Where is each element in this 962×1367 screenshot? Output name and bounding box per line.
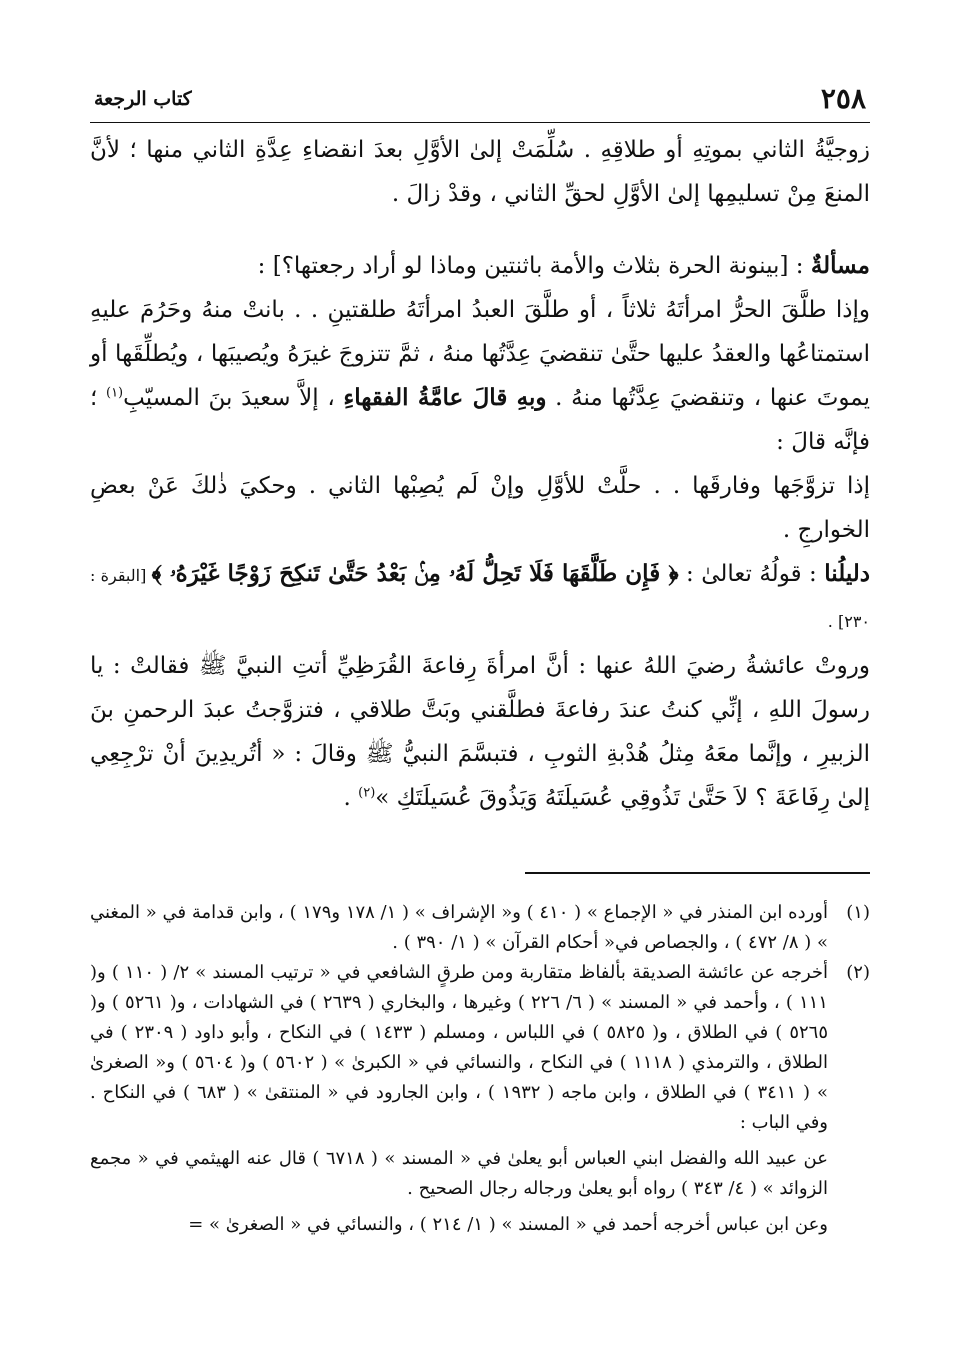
paragraph-text: . xyxy=(343,785,359,811)
paragraph xyxy=(90,644,870,820)
masala-title: : [بينونة الحرة بثلاث والأمة باثنتين وماذا لو أراد رجعتها؟] : xyxy=(257,253,811,279)
page-number: ٢٥٨ xyxy=(820,82,866,115)
footnote-subtext: وعن ابن عباس أخرجه أحمد في « المسند » ( ١/ ٢١٤ ) ، والنسائي في « الصغرىٰ » = xyxy=(188,1214,828,1235)
emphasis-text: وبهِ قالَ عامَّةُ الفقهاءِ xyxy=(343,384,547,411)
paragraph-text: وروتْ عائشةُ رضيَ اللهُ عنها : أنَّ امرأةَ رِفاعةَ القُرَظِيِّ أتتِ النبيَّ ﷺ فقالتْ : يا رسولَ اللهِ ، إنِّي كنتُ عندَ رفاعةَ فطلَّقني وبَتَّ طلاقي ، فتزوَّجتُ عبدَ الرحمنِ بنَ الزبيرِ ، وإنَّما معَهُ مِثلُ هُدْبةِ الثوبِ ، فتبسَّمَ النبيُّ ﷺ وقالَ : « أتُريدِينَ أنْ ترْجِعِي إلىٰ رِفَاعَةَ ؟ لاَ حَتَّىٰ تَذُوقِي عُسَيلَتَهُ وَيَذُوقَ عُسَيلَتَكِ » xyxy=(90,653,870,811)
masala-heading xyxy=(90,244,870,288)
paragraph xyxy=(90,288,870,464)
header-rule xyxy=(90,122,870,123)
paragraph: إذا تزوَّجَها وفارقَها . . حلَّتْ للأوَّلِ وإنْ لَم يُصِبْها الثاني . وحكيَ ذٰلكَ عَنْ بعضِ الخوارجِ . xyxy=(90,473,870,543)
footnote-ref-2[interactable]: (٢) xyxy=(358,785,376,801)
footnote-text: أورده ابن المنذر في « الإجماع » ( ٤١٠ ) و« الإشراف » ( ١/ ١٧٨ و١٧٩ ) ، وابن قدامة في « المغني » ( ٨/ ٤٧٢ ) ، والجصاص في« أحكام القرآن » ( ١/ ٣٩٠ ) . xyxy=(90,902,828,953)
footnote-number: (٢) xyxy=(846,962,870,983)
footnote-ref-1[interactable]: (١) xyxy=(105,385,124,401)
paragraph-text: : قولُهُ تعالىٰ : xyxy=(678,561,825,587)
dalil-label: دليلُنا xyxy=(824,560,871,587)
quran-reference: [البقرة : ٢٣٠] . xyxy=(90,566,870,631)
running-title: كتاب الرجعة xyxy=(94,88,192,110)
spacer xyxy=(90,216,870,244)
footnote-1 xyxy=(90,898,870,958)
paragraph-text: ، إلاَّ سعيدَ بنَ المسيّبِ xyxy=(123,385,344,411)
page-header xyxy=(90,82,870,120)
footnote-subtext: عن عبيد الله والفضل ابني العباس أبو يعلىٰ في « المسند » ( ٦٧١٨ ) قال عنه الهيثمي في « مجمع الزوائد » ( ٤/ ٣٤٣ ) رواه أبو يعلىٰ ورجاله رجال الصحيح . xyxy=(90,1148,828,1199)
footnote-rule xyxy=(525,872,870,874)
masala-label: مسألةٌ xyxy=(810,252,870,279)
footnote-text: أخرجه عن عائشة الصديقة بألفاظ متقاربة ومن طرقٍ الشافعي في « ترتيب المسند » ٢/ ( ١١٠ ) و( ١١١ ) ، وأحمد في « المسند » ( ٦/ ٢٢٦ ) وغيرها ، والبخاري ( ٢٦٣٩ ) في الشهادات ، و( ٥٢٦١ ) و( ٥٢٦٥ ) في الطلاق ، و( ٥٨٢٥ ) في اللباس ، ومسلم ( ١٤٣٣ ) في النكاح ، وأبو داود ( ٢٣٠٩ ) في الطلاق ، والترمذي ( ١١١٨ ) في النكاح ، والنسائي في « الكبرىٰ » ( ٥٦٠٢ ) و( ٥٦٠٤ ) و« الصغرىٰ » ( ٣٤١١ ) في الطلاق ، وابن ماجه ( ١٩٣٢ ) ، وابن الجارود في « المنتقىٰ » ( ٦٨٣ ) في النكاح . وفي الباب : xyxy=(90,962,829,1133)
paragraph-text: وإذا طلَّقَ الحرُّ امرأتَهُ ثلاثاً ، أو طلَّقَ العبدُ امرأتَهُ طلقتينِ . . بانتْ منهُ وحَرُمَ عليهِ استمتاعُها والعقدُ عليها حتَّىٰ تنقضيَ عِدَّتُها منهُ ، ثمَّ تتزوجَ غيرَهُ ويُصيبَها ، ويُطلِّقَها أو يموتَ عنها ، وتنقضيَ عِدَّتُها منهُ . xyxy=(90,297,870,411)
quran-verse: ﴿ فَإِن طَلَّقَهَا فَلَا تَحِلُّ لَهُۥ مِنۢ بَعْدُ حَتَّىٰ تَنكِحَ زَوْجًا غَيْرَهُۥ ﴾ xyxy=(151,560,679,587)
footnotes xyxy=(90,898,870,1240)
footnote-number: (١) xyxy=(846,902,870,923)
footnote-2 xyxy=(90,958,870,1240)
dalil-paragraph xyxy=(90,552,870,644)
paragraph: زوجيَّةُ الثاني بموتِهِ أو طلاقِهِ . سُلِّمَتْ إلىٰ الأوَّلِ بعدَ انقضاءِ عِدَّةِ الثاني منها ؛ لأنَّ المنعَ مِنْ تسليمِها إلىٰ الأوَّلِ لحقِّ الثاني ، وقدْ زالَ . xyxy=(90,137,870,207)
main-text xyxy=(90,128,870,820)
paragraph-text: ؛ فإنَّه قالَ : xyxy=(90,385,870,455)
